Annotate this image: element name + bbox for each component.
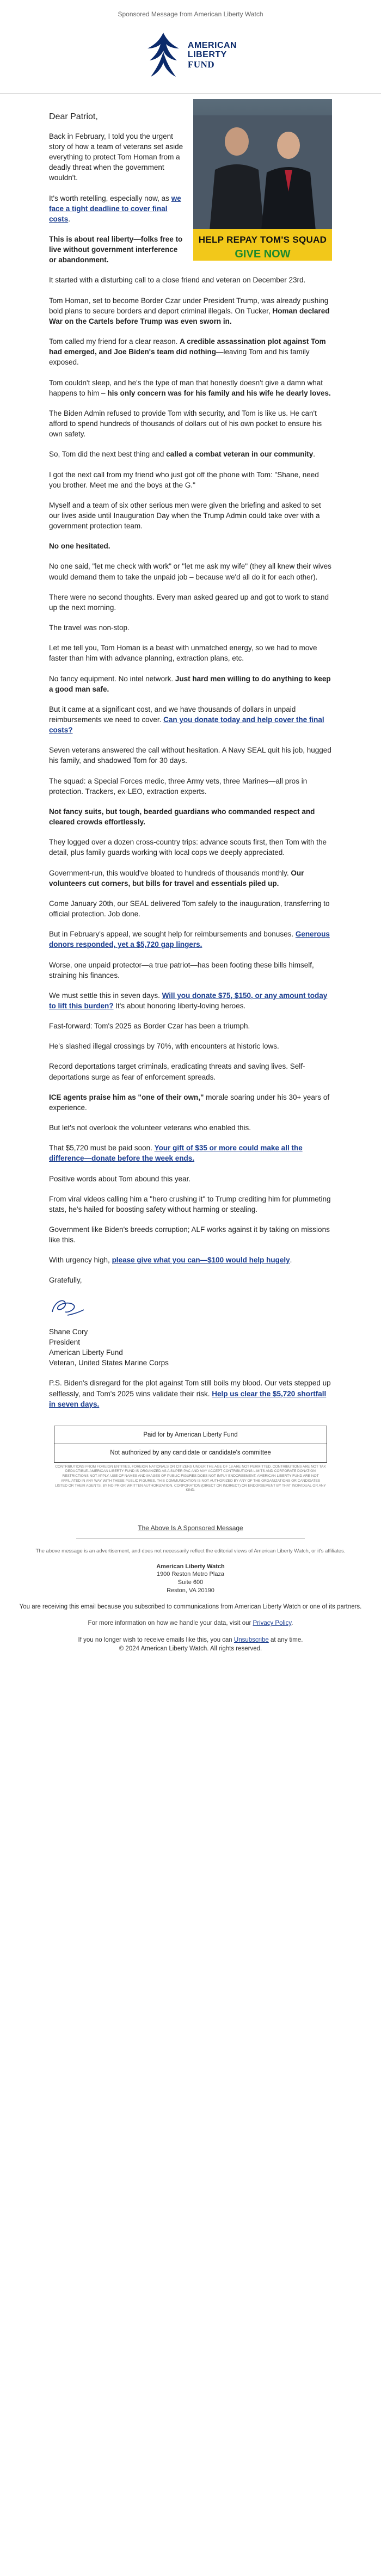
paragraph: [49, 929, 332, 950]
paragraph: Back in February, I told you the urgent story of how a team of veterans set aside everything to protect Tom Homan from a deadly threat when the government wouldn't.: [49, 132, 183, 182]
text: Government-run, this would've bloated to hundreds of thousands monthly.: [49, 868, 291, 877]
postscript: [49, 1378, 332, 1409]
text: Tom called my friend for a clear reason.: [49, 337, 180, 346]
paragraph: Record deportations target criminals, eradicating threats and saving lives. Self-deportations surge as fear of enforcement spreads.: [49, 1062, 305, 1081]
paragraph: They logged over a dozen cross-country trips: advance scouts first, then Tom with the detail, plus family guards working with local cops we deeply appreciated.: [49, 838, 327, 857]
donate-link[interactable]: please give what you can—$100 would help hugely: [112, 1256, 290, 1265]
logo-line-2: LIBERTY: [187, 50, 227, 60]
divider: [76, 1538, 305, 1539]
address-line: 1900 Reston Metro Plaza: [156, 1571, 225, 1578]
donate-link[interactable]: Can you donate today and help cover the final costs?: [49, 716, 324, 735]
paragraph: The travel was non-stop.: [49, 624, 130, 632]
text: We must settle this in seven days.: [49, 991, 162, 1000]
paragraph: [49, 1255, 332, 1265]
paragraph: Fast-forward: Tom's 2025 as Border Czar has been a triumph.: [49, 1022, 250, 1031]
donate-link[interactable]: we face a tight deadline to cover final costs: [49, 194, 181, 223]
paragraph: [49, 378, 332, 398]
logo-text: [188, 41, 237, 69]
donate-link[interactable]: Will you donate $75, $150, or any amount today to lift this burden?: [49, 991, 328, 1010]
logo-line-3: FUND: [187, 59, 215, 70]
signer-title: President: [49, 1338, 81, 1346]
copyright: © 2024 American Liberty Watch. All rights reserved.: [119, 1646, 262, 1652]
text: But it came at a significant cost, and we have thousands of dollars in unpaid reimbursements we need to cover.: [49, 705, 296, 724]
sponsored-message-link[interactable]: The Above Is A Sponsored Message: [138, 1524, 243, 1532]
not-authorized: Not authorized by any candidate or candidate's committee: [110, 1450, 271, 1457]
unsubscribe-notice: [11, 1636, 370, 1644]
logo[interactable]: [0, 26, 381, 85]
paragraph: No one said, "let me check with work" or "let me ask my wife" (they all knew their wives would demand them to take the unpaid job – because we'd all do it for each other).: [49, 562, 331, 581]
privacy-notice: [11, 1619, 370, 1628]
paragraph: No one hesitated.: [49, 542, 110, 551]
signature-block: [49, 1327, 332, 1369]
paragraph: [49, 1092, 332, 1113]
donate-link[interactable]: Your gift of $35 or more could make all the difference—donate before the week ends.: [49, 1144, 303, 1163]
paragraph: Come January 20th, our SEAL delivered Tom safely to the inauguration, transferring to official protection. Job done.: [49, 899, 330, 919]
text-bold: his only concern was for his family and his wife he dearly loves.: [107, 389, 331, 397]
eagle-logo-icon: [144, 30, 182, 82]
paragraph: Worse, one unpaid protector—a true patriot—has been footing these bills himself, straining his finances.: [49, 960, 314, 979]
text-bold: Just hard men willing to do anything to keep a good man safe.: [49, 674, 331, 693]
paid-for-box: [54, 1426, 327, 1463]
text: .: [313, 450, 315, 459]
closing: Gratefully,: [49, 1276, 82, 1285]
sponsored-notice: Sponsored Message from American Liberty Watch: [118, 10, 263, 18]
paragraph: Government like Biden's breeds corruption; ALF works against it by taking on missions like this.: [49, 1225, 330, 1244]
text: —leaving Tom and his family exposed.: [49, 348, 310, 367]
paragraph: Let me tell you, Tom Homan is a beast with unmatched energy, so we had to move faster than him with advance planning, extraction plans, etc.: [49, 644, 317, 663]
banner-give-now: GIVE NOW: [235, 248, 291, 261]
paragraph: Myself and a team of six other serious men were given the briefing and asked to set our lives aside until Inauguration Day when the Trump Admin could take over with a government protection team.: [49, 501, 321, 531]
text: With urgency high,: [49, 1256, 112, 1265]
salutation: Dear Patriot,: [49, 112, 98, 122]
privacy-policy-link[interactable]: Privacy Policy: [253, 1620, 292, 1627]
paragraph: This is about real liberty—folks free to live without government interference or abandonment.: [49, 235, 183, 264]
address-line: Reston, VA 20190: [167, 1587, 214, 1594]
paragraph: I got the next call from my friend who just got off the phone with Tom: "Shane, need you brother. Meet me and the boys at the G.": [49, 470, 319, 489]
text: .: [68, 214, 71, 223]
signature-icon: [49, 1296, 87, 1320]
text-bold: Our volunteers cut corners, but bills for travel and essentials piled up.: [49, 868, 304, 888]
text: .: [290, 1256, 292, 1265]
unsubscribe-link[interactable]: Unsubscribe: [233, 1636, 269, 1643]
donate-link[interactable]: Generous donors responded, yet a $5,720 gap lingers.: [49, 930, 330, 949]
text-bold: called a combat veteran in our community: [166, 450, 314, 459]
signer-veteran: Veteran, United States Marine Corps: [49, 1359, 169, 1367]
paragraph: [49, 868, 332, 889]
paragraph: [49, 674, 332, 694]
paragraph: But let's not overlook the volunteer veterans who enabled this.: [49, 1124, 251, 1132]
ad-disclaimer: The above message is an advertisement, and does not necessarily reflect the editorial views of American Liberty Watch, or it's affiliates.: [35, 1548, 346, 1555]
text: Tom Homan, set to become Border Czar under President Trump, was already pushing bold plans to secure borders and deport criminal illegals. On Tucker,: [49, 296, 329, 315]
text: So, Tom did the next best thing and: [49, 450, 167, 459]
paragraph: Seven veterans answered the call without hesitation. A Navy SEAL quit his job, hugged his family, and shadowed Tom for 30 days.: [49, 746, 331, 765]
address-line: Suite 600: [177, 1579, 204, 1586]
paid-by: Paid for by American Liberty Fund: [54, 1426, 327, 1444]
signer-org: American Liberty Fund: [49, 1348, 123, 1357]
paragraph: The Biden Admin refused to provide Tom with security, and Tom is like us. He can't afford to spend hundreds of thousands of dollars out of his own pocket to ensure his own safety.: [49, 409, 322, 439]
receiving-notice: You are receiving this email because you subscribed to communications from American Liberty Watch or one of its partners.: [19, 1604, 362, 1611]
paragraph: Positive words about Tom abound this year.: [49, 1174, 191, 1183]
org-name: American Liberty Watch: [156, 1563, 225, 1570]
paragraph: [49, 449, 332, 459]
donate-link[interactable]: Help us clear the $5,720 shortfall in seven days.: [49, 1389, 327, 1408]
letter-body: [0, 94, 381, 1409]
hero-image[interactable]: [193, 99, 332, 261]
text: .: [291, 1620, 293, 1627]
text: morale soaring under his 30+ years of experience.: [49, 1093, 330, 1112]
banner-headline: HELP REPAY TOM'S SQUAD: [198, 235, 327, 245]
paragraph: [49, 336, 332, 367]
fine-print: CONTRIBUTIONS FROM FOREIGN ENTITIES, FOREIGN NATIONALS OR CITIZENS UNDER THE AGE OF 18 ARE NOT PERMITTED. CONTRIBUTIONS ARE NOT TAX DEDUCTIBLE. AMERICAN LIBERTY FUND IS ORGANIZED AS A SUPER PAC AND MAY ACCEPT CONTRIBUTIONS LIMITS AND CORPORATE DONATION RESTRICTIONS NOT APPLY. USE OF NAMES AND IMAGES OF PUBLIC FIGURES DOES NOT IMPLY ENDORSEMENT. AMERICAN LIBERTY FUND ARE NOT AFFILIATED IN ANY WAY WITH THESE PUBLIC FIGURES. THIS COMMUNICATION IS NOT AUTHORIZED BY ANY OF THE ORGANIZATIONS OR CANDIDATES LISTED OR THEIR AGENTS. BY NO PRIOR WRITTEN AUTHORIZATION, CORPORATION (DIRECT OR INDIRECT) OR ENDORSEMENT BY THAT INDIVIDUAL OR ANY KIND.: [55, 1464, 326, 1493]
text: P.S. Biden's disregard for the plot against Tom still boils my blood. Our vets stepped up selflessly, and Tom's 2025 wins validate their risk.: [49, 1379, 331, 1398]
paragraph: He's slashed illegal crossings by 70%, with encounters at historic lows.: [49, 1042, 279, 1051]
paragraph: [49, 704, 332, 735]
paragraph: It started with a disturbing call to a close friend and veteran on December 23rd.: [49, 276, 306, 285]
photo-illustration: [193, 115, 332, 231]
text: If you no longer wish to receive emails like this, you can: [78, 1636, 234, 1643]
paragraph: [49, 1143, 332, 1163]
paragraph: From viral videos calling him a "hero crushing it" to Trump crediting him for plummeting stats, he's hailed for boosting safety without harming or stealing.: [49, 1194, 331, 1213]
paragraph: The squad: a Special Forces medic, three Army vets, three Marines—all pros in protection. Trackers, ex-LEO, extraction experts.: [49, 777, 308, 796]
paragraph: [49, 990, 332, 1011]
text: That $5,720 must be paid soon.: [49, 1144, 155, 1153]
text: at any time.: [268, 1636, 303, 1643]
paragraph: There were no second thoughts. Every man asked geared up and got to work to stand up the next morning.: [49, 593, 329, 612]
text: It's worth retelling, especially now, as: [49, 194, 171, 202]
footer: [0, 1524, 381, 1653]
text-bold: A credible assassination plot against Tom had emerged, and Joe Biden's team did nothing: [49, 337, 326, 356]
text: For more information on how we handle your data, visit our: [88, 1620, 253, 1627]
text-bold: ICE agents praise him as "one of their own,": [49, 1093, 204, 1101]
text: But in February's appeal, we sought help for reimbursements and bonuses.: [49, 930, 296, 939]
text-bold: Homan declared War on the Cartels before Trump was even sworn in.: [49, 306, 330, 325]
give-now-banner[interactable]: [193, 229, 332, 261]
text: It's about honoring liberty-loving heroes.: [113, 1001, 246, 1010]
text: Tom couldn't sleep, and he's the type of man that honestly doesn't give a damn what happens to him –: [49, 378, 323, 397]
text: No fancy equipment. No intel network.: [49, 674, 175, 683]
paragraph: [49, 295, 332, 326]
logo-line-1: AMERICAN: [187, 41, 237, 51]
paragraph: Not fancy suits, but tough, bearded guardians who commanded respect and cleared crowds effortlessly.: [49, 807, 315, 827]
mailing-address: [11, 1563, 370, 1595]
signer-name: Shane Cory: [49, 1327, 88, 1336]
